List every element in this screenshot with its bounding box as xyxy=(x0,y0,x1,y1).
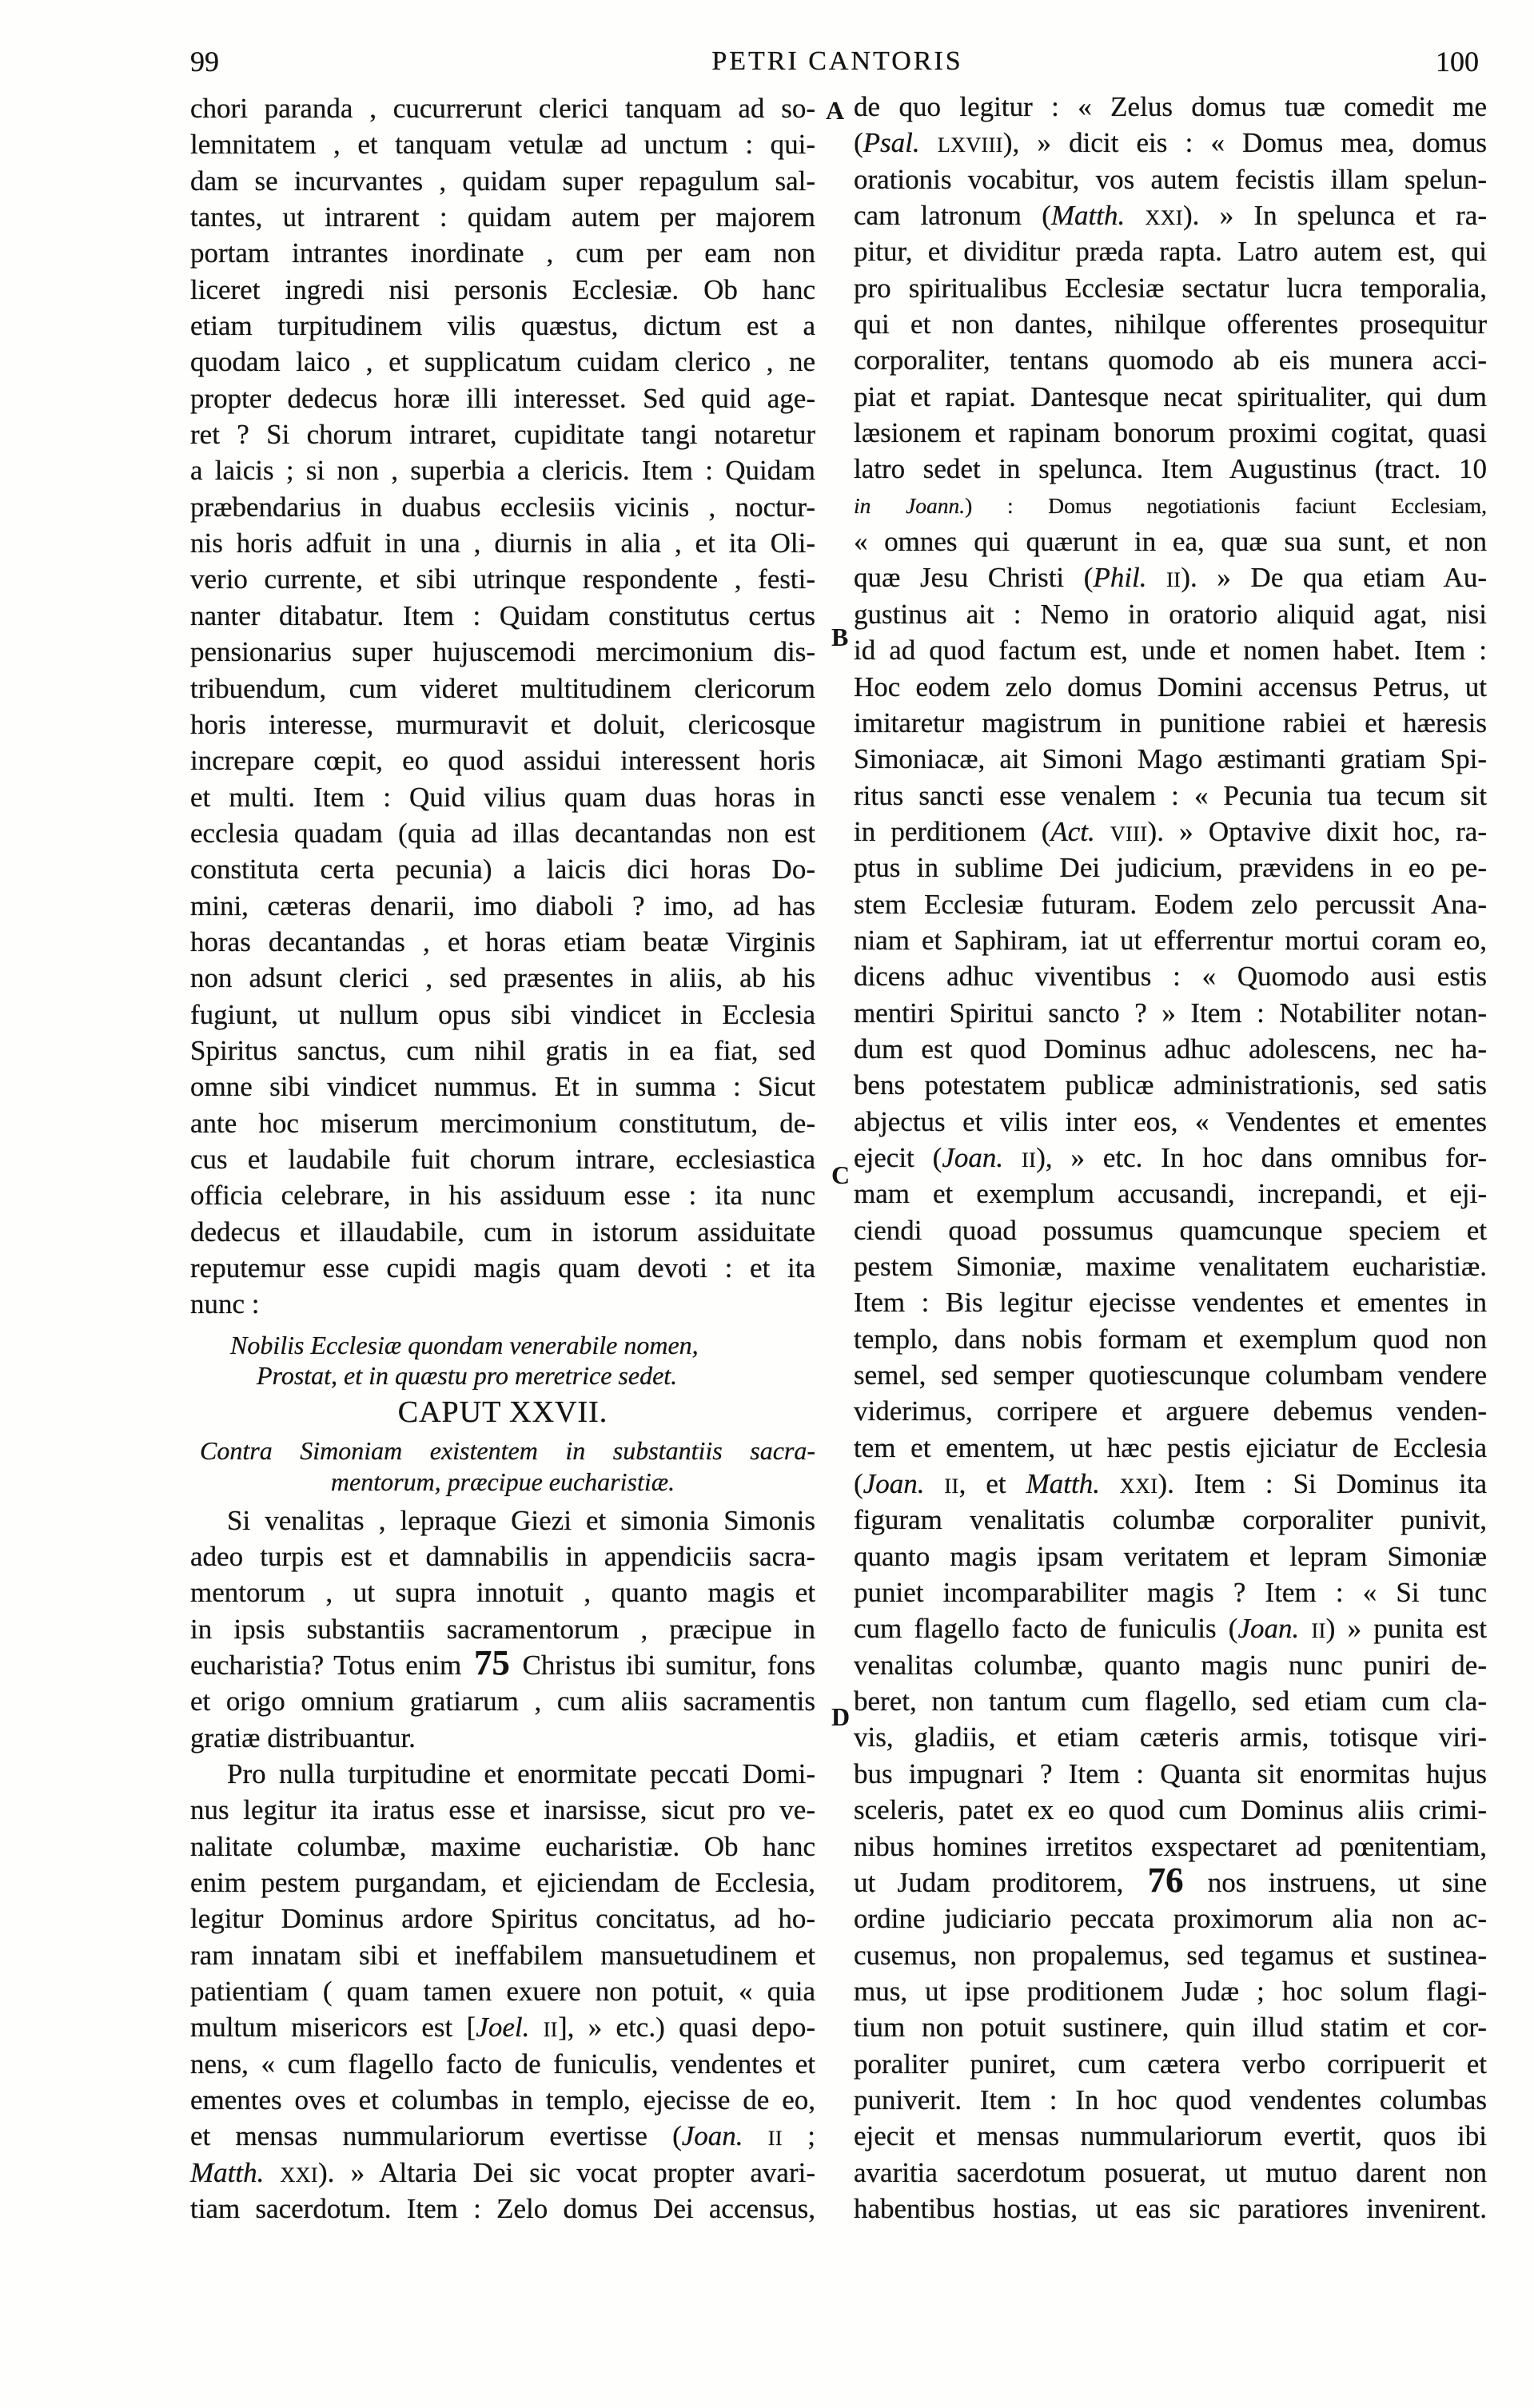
text-line xyxy=(190,1250,815,1286)
text-line xyxy=(190,2191,815,2227)
text-line xyxy=(854,1321,1487,1357)
text-line xyxy=(190,1141,815,1177)
margin-letter-c: C xyxy=(831,1160,851,1189)
paragraph xyxy=(190,1756,815,2227)
line-text: nus legitur ita iratus esse et inarsisse, sicut pro ve- xyxy=(190,1794,815,1826)
column-number-marker: 76 xyxy=(1147,1859,1184,1900)
chapter-subtitle xyxy=(190,1435,815,1498)
text-line xyxy=(854,1538,1487,1574)
line-text: etiam turpitudinem vilis quæstus, dictum est a xyxy=(190,310,815,342)
text-line xyxy=(190,671,815,706)
line-text: gustinus ait : Nemo in oratorio aliquid agat, nisi xyxy=(854,598,1487,630)
line-text: ret ? Si chorum intraret, cupiditate tangi notaretur xyxy=(190,419,815,451)
text-line xyxy=(190,1286,815,1322)
text-line xyxy=(854,1973,1487,2009)
text-line xyxy=(190,2046,815,2082)
line-text: piat et rapiat. Dantesque necat spiritualiter, qui dum xyxy=(854,380,1487,412)
line-text: lemnitatem , et tanquam vetulæ ad unctum : qui- xyxy=(190,129,815,161)
small-caps-numeral: II xyxy=(944,1475,959,1499)
text-line xyxy=(854,1031,1487,1067)
line-text: ejecit (Joan. II), » etc. In hoc dans omnibus for- xyxy=(854,1141,1487,1173)
text-line xyxy=(190,344,815,380)
text-line xyxy=(854,958,1487,994)
line-text: avaritia sacerdotum posuerat, ut mutuo darent non xyxy=(854,2156,1487,2188)
line-text: Item : Bis legitur ejecisse vendentes et ementes in xyxy=(854,1287,1487,1319)
line-text: venalitas columbæ, quanto magis nunc puniri de- xyxy=(854,1649,1487,1681)
line-text: quæ Jesu Christi (Phil. II). » De qua etiam Au- xyxy=(854,562,1487,594)
text-line xyxy=(854,233,1487,269)
line-text: beret, non tantum cum flagello, sed etiam cum cla- xyxy=(854,1686,1487,1717)
text-line xyxy=(190,90,815,126)
small-caps-numeral: II xyxy=(1166,568,1181,592)
line-text: Hoc eodem zelo domus Domini accensus Petrus, ut xyxy=(854,671,1487,702)
italic-citation: Act. xyxy=(1050,815,1095,847)
verse-quotation xyxy=(190,1330,815,1391)
text-line xyxy=(854,342,1487,378)
text-line xyxy=(190,489,815,525)
text-line xyxy=(190,851,815,887)
line-text: officia celebrare, in his assiduum esse : ita nunc xyxy=(190,1180,815,1212)
text-line xyxy=(190,1865,815,1901)
line-text: tiam sacerdotum. Item : Zelo domus Dei accensus, xyxy=(190,2193,815,2225)
line-text: cusemus, non propalemus, sed tegamus et sustinea- xyxy=(854,1939,1487,1971)
line-text: dedecus et illaudabile, cum in istorum assiduitate xyxy=(190,1216,815,1248)
line-text: tium non potuit sustinere, quin illud statim et cor- xyxy=(854,2012,1487,2044)
right-column xyxy=(854,89,1487,2227)
text-line xyxy=(190,452,815,488)
line-text: ptus in sublime Dei judicium, prævidens in eo pe- xyxy=(854,852,1487,884)
line-text: horas decantandas , et horas etiam beatæ Virginis xyxy=(190,925,815,957)
line-text: in ipsis substantiis sacramentorum , præcipue in xyxy=(190,1613,815,1645)
column-number-marker: 75 xyxy=(474,1642,510,1682)
page-number-right: 100 xyxy=(1436,46,1479,78)
text-line xyxy=(190,598,815,634)
text-line xyxy=(854,1792,1487,1828)
text-line xyxy=(190,1937,815,1973)
text-line xyxy=(854,596,1487,632)
text-line xyxy=(190,416,815,452)
small-caps-numeral: II xyxy=(1021,1148,1037,1172)
small-caps-numeral: VIII xyxy=(1110,822,1148,846)
line-text: pro spiritualibus Ecclesiæ sectatur lucra temporalia, xyxy=(854,272,1487,304)
italic-citation: Joan. xyxy=(863,1468,925,1500)
line-text: ecclesia quadam (quia ad illas decantandas non est xyxy=(190,817,815,849)
text-line xyxy=(190,706,815,742)
text-line xyxy=(190,634,815,670)
line-text: et origo omnium gratiarum , cum aliis sacramentis xyxy=(190,1686,815,1717)
text-line xyxy=(854,1719,1487,1755)
text-line xyxy=(190,1683,815,1719)
line-text: quanto magis ipsam veritatem et lepram Simoniæ xyxy=(854,1540,1487,1572)
paragraph xyxy=(854,89,1487,2227)
line-text: ciendi quoad possumus quamcunque speciem et xyxy=(854,1214,1487,1246)
text-line xyxy=(190,960,815,996)
text-line xyxy=(854,2082,1487,2118)
line-text: ut Judam proditorem, 76 nos instruens, ut sine xyxy=(854,1859,1487,1900)
text-line xyxy=(854,922,1487,958)
line-text: mentiri Spiritui sancto ? » Item : Notabiliter notan- xyxy=(854,997,1487,1029)
line-text: præbendarius in duabus ecclesiis vicinis , noctur- xyxy=(190,491,815,523)
subtitle-line: mentorum, præcipue eucharistiæ. xyxy=(330,1467,675,1496)
text-line xyxy=(190,199,815,235)
line-text: chori paranda , cucurrerunt clerici tanquam ad so- xyxy=(190,93,815,124)
text-line xyxy=(854,2046,1487,2082)
line-text: portam intrantes inordinate , cum per eam non xyxy=(190,237,815,269)
line-text: eucharistia? Totus enim 75 Christus ibi sumitur, fons xyxy=(190,1642,815,1682)
italic-citation: Joel. xyxy=(476,2012,530,2044)
text-line xyxy=(854,1393,1487,1429)
line-text: (Joan. II, et Matth. XXI). Item : Si Dominus ita xyxy=(854,1468,1488,1500)
running-title: PETRI CANTORIS xyxy=(711,46,963,76)
line-text: dam se incurvantes , quidam super repagulum sal- xyxy=(190,165,815,197)
text-line xyxy=(854,488,1487,523)
line-text: a laicis ; si non , superbia a clericis. Item : Quidam xyxy=(190,455,815,487)
line-text: Simoniacæ, ait Simoni Mago æstimanti gratiam Spi- xyxy=(854,743,1487,775)
line-text: læsionem et rapinam bonorum proximi cogitat, quasi xyxy=(854,417,1487,449)
line-text: Si venalitas , lepraque Giezi et simonia Simonis xyxy=(227,1504,815,1536)
line-text: verio currente, et sibi utrinque respondente , festi- xyxy=(190,563,815,595)
line-text: de quo legitur : « Zelus domus tuæ comedit me xyxy=(854,91,1487,122)
italic-citation: in Joann. xyxy=(854,492,966,518)
line-text: pensionarius super hujuscemodi mercimonium dis- xyxy=(190,636,815,668)
text-line xyxy=(854,197,1487,233)
line-text: horis interesse, murmuravit et doluit, clericosque xyxy=(190,708,815,740)
line-text: Matth. XXI). » Altaria Dei sic vocat propter avari- xyxy=(190,2156,816,2188)
text-line xyxy=(190,1214,815,1250)
text-line xyxy=(190,1033,815,1069)
line-text: legitur Dominus ardore Spiritus concitatus, ad ho- xyxy=(190,1903,815,1935)
italic-citation: Joan. xyxy=(1237,1613,1300,1645)
text-line xyxy=(854,1212,1487,1248)
small-caps-numeral: XXI xyxy=(1119,1475,1158,1499)
line-text: patientiam ( quam tamen exuere non potuit, « quia xyxy=(190,1975,815,2007)
line-text: semel, sed semper quotiescunque columbam vendere xyxy=(854,1359,1487,1391)
text-line xyxy=(190,1829,815,1865)
line-text: ementes oves et columbas in templo, ejecisse de eo, xyxy=(190,2084,815,2115)
line-text: templo, dans nobis formam et exemplum quod non xyxy=(854,1323,1487,1355)
line-text: nis horis adfuit in una , diurnis in alia , et ita Oli- xyxy=(190,527,815,559)
line-text: liceret ingredi nisi personis Ecclesiæ. Ob hanc xyxy=(190,273,815,305)
text-line xyxy=(190,1792,815,1828)
text-line xyxy=(854,886,1487,922)
text-line xyxy=(190,163,815,199)
text-line xyxy=(190,1105,815,1141)
line-text: et multi. Item : Quid vilius quam duas horas in xyxy=(190,781,815,813)
line-text: adeo turpis est et damnabilis in appendiciis sacra- xyxy=(190,1540,815,1572)
line-text: mini, cæteras denarii, imo diaboli ? imo, ad has xyxy=(190,890,815,921)
text-line xyxy=(190,525,815,561)
text-line xyxy=(854,2118,1487,2154)
line-text: id ad quod factum est, unde et nomen habet. Item : xyxy=(854,635,1487,667)
text-line xyxy=(854,814,1487,850)
text-line xyxy=(854,1502,1487,1538)
line-text: tantes, ut intrarent : quidam autem per majorem xyxy=(190,201,815,233)
line-text: et mensas nummulariorum evertisse (Joan. II ; xyxy=(190,2120,815,2152)
text-line xyxy=(854,1140,1487,1176)
text-line xyxy=(190,742,815,778)
margin-letter-d: D xyxy=(831,1702,851,1731)
line-text: viderimus, corripere et arguere debemus venden- xyxy=(854,1395,1487,1427)
line-text: latro sedet in spelunca. Item Augustinus (tract. 10 xyxy=(854,453,1487,485)
line-text: fugiunt, ut nullum opus sibi vindicet in Ecclesia xyxy=(190,998,815,1030)
text-line xyxy=(854,1937,1487,1973)
line-text: tribuendum, cum videret multitudinem clericorum xyxy=(190,672,815,704)
text-line xyxy=(190,2009,815,2045)
line-text: mam et exemplum accusandi, increpandi, et eji- xyxy=(854,1178,1487,1210)
text-line xyxy=(190,272,815,308)
text-line xyxy=(854,632,1487,668)
text-line xyxy=(854,451,1487,487)
line-text: qui et non dantes, nihilque offerentes prosequitur xyxy=(854,308,1487,340)
text-line xyxy=(854,415,1487,451)
line-text: nibus homines irretitos exspectaret ad pœnitentiam, xyxy=(854,1830,1487,1862)
text-line xyxy=(854,1901,1487,1936)
text-line xyxy=(854,161,1487,197)
text-line xyxy=(854,1610,1487,1646)
line-text: propter dedecus horæ illi interesset. Sed quid age- xyxy=(190,382,815,414)
line-text: quodam laico , et supplicatum cuidam clerico , ne xyxy=(190,346,815,378)
italic-citation: Matth. xyxy=(1050,200,1126,232)
line-text: dum est quod Dominus adhuc adolescens, nec ha- xyxy=(854,1033,1487,1065)
small-caps-numeral: LXVIII xyxy=(937,133,1003,157)
line-text: figuram venalitatis columbæ corporaliter punivit, xyxy=(854,1504,1487,1536)
italic-citation: Phil. xyxy=(1093,562,1147,594)
small-caps-numeral: II xyxy=(543,2018,558,2042)
text-line xyxy=(854,1067,1487,1103)
text-line xyxy=(190,2082,815,2118)
line-text: vis, gladiis, et etiam cæteris armis, totisque viri- xyxy=(854,1721,1487,1753)
line-text: increpare cœpit, eo quod assidui interessent horis xyxy=(190,745,815,777)
line-text: reputemur esse cupidi magis quam devoti : et ita xyxy=(190,1252,815,1284)
line-text: (Psal. LXVIII), » dicit eis : « Domus mea, domus xyxy=(854,127,1487,159)
text-line xyxy=(190,888,815,924)
left-column-chapter-text xyxy=(190,1503,815,2227)
line-text: bus impugnari ? Item : Quanta sit enormitas hujus xyxy=(854,1757,1487,1789)
line-text: nalitate columbæ, maxime eucharistiæ. Ob hanc xyxy=(190,1830,815,1862)
line-text: non adsunt clerici , sed præsentes in aliis, ab his xyxy=(190,962,815,994)
line-text: niam et Saphiram, iat ut efferrentur mortui coram eo, xyxy=(854,924,1487,956)
text-line xyxy=(854,125,1487,161)
text-line xyxy=(190,308,815,344)
line-text: ejecit et mensas nummulariorum evertit, quos ibi xyxy=(854,2120,1487,2152)
text-line xyxy=(190,1720,815,1756)
text-line xyxy=(854,306,1487,342)
text-line xyxy=(854,1357,1487,1393)
line-text: nanter ditabatur. Item : Quidam constitutus certus xyxy=(190,599,815,631)
italic-citation: Matth. xyxy=(1026,1468,1100,1500)
text-line xyxy=(854,379,1487,415)
line-text: cam latronum (Matth. XXI). » In spelunca et ra- xyxy=(854,200,1488,232)
line-text: dicens adhuc viventibus : « Quomodo ausi estis xyxy=(854,961,1487,993)
text-line xyxy=(854,669,1487,705)
small-caps-numeral: XXI xyxy=(280,2163,319,2187)
text-line xyxy=(190,380,815,416)
line-text: stem Ecclesiæ futuram. Eodem zelo percussit Ana- xyxy=(854,888,1487,920)
text-line xyxy=(190,1538,815,1574)
line-text: sceleris, patet ex eo quod cum Dominus aliis crimi- xyxy=(854,1794,1487,1826)
text-line xyxy=(854,523,1487,559)
line-text: corporaliter, tentans quomodo ab eis munera acci- xyxy=(854,344,1487,376)
verse-line: Nobilis Ecclesiæ quondam venerabile nomen, xyxy=(230,1331,699,1359)
text-line xyxy=(190,1642,815,1683)
line-text: cum flagello facto de funiculis (Joan. II) » punita est xyxy=(854,1613,1487,1645)
line-text: puniverit. Item : In hoc quod vendentes columbas xyxy=(854,2084,1487,2115)
line-text: abjectus et vilis inter eos, « Vendentes et ementes xyxy=(854,1105,1487,1137)
line-text: poraliter puniret, cum cætera verbo corripuerit et xyxy=(854,2048,1487,2080)
line-text: orationis vocabitur, vos autem fecistis illam spelun- xyxy=(854,163,1487,195)
text-line xyxy=(854,778,1487,814)
line-text: omne sibi vindicet nummus. Et in summa : Sicut xyxy=(190,1071,815,1103)
text-line xyxy=(854,1430,1487,1466)
subtitle-line: Contra Simoniam existentem in substantiis sacra- xyxy=(200,1436,815,1465)
text-line xyxy=(854,2155,1487,2191)
line-text: enim pestem purgandam, et ejiciendam de Ecclesia, xyxy=(190,1866,815,1898)
text-line xyxy=(854,850,1487,886)
text-line xyxy=(190,815,815,851)
text-line xyxy=(854,1466,1487,1502)
small-caps-numeral: II xyxy=(767,2127,783,2151)
text-line xyxy=(854,1756,1487,1792)
text-line xyxy=(190,126,815,162)
text-line xyxy=(190,924,815,960)
text-line xyxy=(190,1756,815,1792)
text-line xyxy=(854,995,1487,1031)
italic-citation: Joan. xyxy=(681,2120,743,2152)
line-text: pestem Simoniæ, maxime venalitatem eucharistiæ. xyxy=(854,1251,1487,1282)
text-line xyxy=(854,741,1487,777)
text-line xyxy=(190,997,815,1033)
text-line xyxy=(190,561,815,597)
small-caps-numeral: XXI xyxy=(1145,206,1184,230)
line-text: constituta certa pecunia) a laicis dici horas Do- xyxy=(190,854,815,886)
line-text: nens, « cum flagello facto de funiculis, vendentes et xyxy=(190,2048,815,2080)
text-line xyxy=(190,235,815,271)
text-line xyxy=(854,1683,1487,1719)
line-text: gratiæ distribuantur. xyxy=(190,1721,416,1753)
line-text: Spiritus sanctus, cum nihil gratis in ea fiat, sed xyxy=(190,1034,815,1066)
line-text: ordine judiciario peccata proximorum alia non ac- xyxy=(854,1903,1487,1935)
text-line xyxy=(854,89,1487,125)
text-line xyxy=(854,1284,1487,1320)
text-line xyxy=(854,1176,1487,1212)
line-text: Pro nulla turpitudine et enormitate peccati Domi- xyxy=(227,1757,815,1789)
margin-letter-a: A xyxy=(826,96,845,125)
text-line xyxy=(854,705,1487,741)
line-text: cus et laudabile fuit chorum intrare, ecclesiastica xyxy=(190,1143,815,1175)
page-number-left: 99 xyxy=(190,46,219,78)
italic-citation: Matth. xyxy=(190,2156,265,2188)
line-text: puniet incomparabiliter magis ? Item : « Si tunc xyxy=(854,1577,1487,1609)
text-line xyxy=(190,1177,815,1213)
margin-letter-b: B xyxy=(831,623,849,651)
line-text: imitaretur magistrum in punitione rabiei et hæresis xyxy=(854,706,1487,738)
text-line xyxy=(854,1248,1487,1284)
line-text: pitur, et dividitur præda rapta. Latro autem est, qui xyxy=(854,236,1487,268)
left-column-upper xyxy=(190,90,815,1323)
text-line xyxy=(190,1973,815,2009)
text-line xyxy=(854,1647,1487,1683)
verse-line: Prostat, et in quæstu pro meretrice sedet. xyxy=(257,1361,678,1390)
small-caps-numeral: II xyxy=(1311,1619,1326,1643)
text-line xyxy=(854,2191,1487,2227)
italic-citation: Joan. xyxy=(942,1141,1004,1173)
paragraph xyxy=(190,90,815,1323)
text-line xyxy=(190,779,815,815)
line-text: nunc : xyxy=(190,1288,260,1320)
chapter-heading: CAPUT XXVII. xyxy=(397,1395,608,1429)
line-text: in Joann.) : Domus negotiationis faciunt Ecclesiam, xyxy=(854,492,1487,518)
line-text: bens potestatem publicæ administrationis, sed satis xyxy=(854,1069,1487,1101)
line-text: ante hoc miserum mercimonium constitutum, de- xyxy=(190,1107,815,1139)
text-line xyxy=(190,2118,815,2154)
line-text: multum misericors est [Joel. II], » etc.) quasi depo- xyxy=(190,2012,816,2044)
text-line xyxy=(190,1901,815,1936)
text-line xyxy=(854,559,1487,595)
text-line xyxy=(190,1574,815,1610)
line-text: mus, ut ipse proditionem Judæ ; hoc solum flagi- xyxy=(854,1975,1487,2007)
line-text: « omnes qui quærunt in ea, quæ sua sunt, et non xyxy=(854,526,1487,558)
text-line xyxy=(854,1859,1487,1901)
text-line xyxy=(854,270,1487,306)
line-text: habentibus hostias, ut eas sic paratiores invenirent. xyxy=(854,2192,1487,2224)
text-line xyxy=(854,1574,1487,1610)
line-text: mentorum , ut supra innotuit , quanto magis et xyxy=(190,1577,815,1609)
line-text: in perditionem (Act. VIII). » Optavive dixit hoc, ra- xyxy=(854,815,1487,847)
line-text: ram innatam sibi et ineffabilem mansuetudinem et xyxy=(190,1939,815,1971)
text-line xyxy=(190,1503,815,1538)
text-line xyxy=(854,1104,1487,1140)
italic-citation: Psal. xyxy=(863,127,920,159)
line-text: ritus sancti esse venalem : « Pecunia tua tecum sit xyxy=(854,779,1487,811)
paragraph xyxy=(190,1503,815,1756)
text-line xyxy=(854,2009,1487,2045)
text-line xyxy=(190,1069,815,1104)
line-text: tem et ementem, ut hæc pestis ejiciatur de Ecclesia xyxy=(854,1431,1487,1463)
text-line xyxy=(190,2155,815,2191)
